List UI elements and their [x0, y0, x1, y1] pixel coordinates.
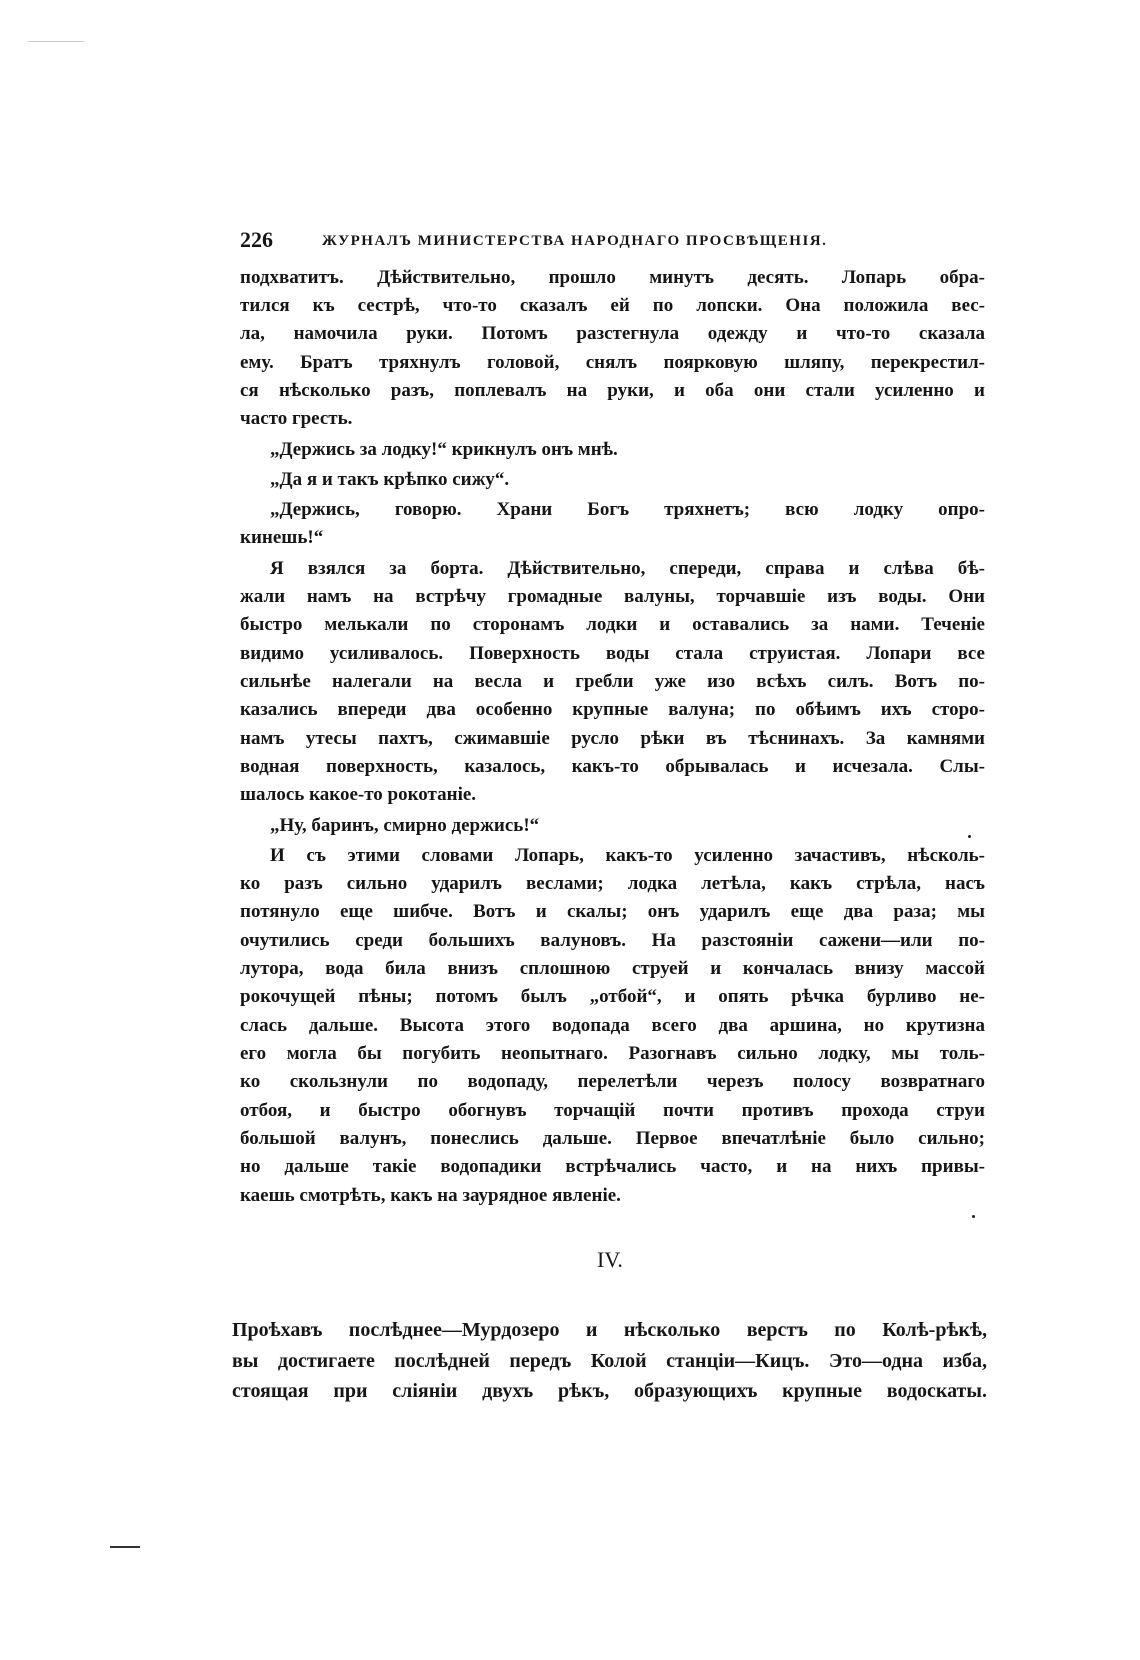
text-line: слась дальше. Высота этого водопада всего два аршина, но крутизна	[240, 1015, 985, 1036]
page-number: 226	[240, 227, 273, 252]
text-line: отбоя, и быстро обогнувъ торчащій почти противъ прохода струи	[240, 1100, 985, 1121]
text-line: вы достигаете послѣдней передъ Колой станціи—Кицъ. Это—одна изба,	[232, 1350, 987, 1372]
text-line: ла, намочила руки. Потомъ разстегнула одежду и что-то сказала	[240, 323, 985, 344]
text-line: но дальше такіе водопадики встрѣчались часто, и на нихъ привы-	[240, 1156, 985, 1177]
scan-speck	[972, 1215, 975, 1218]
text-line: тился къ сестрѣ, что-то сказалъ ей по лопски. Она положила вес-	[240, 295, 985, 316]
text-line: большой валунъ, понеслись дальше. Первое впечатлѣніе было сильно;	[240, 1128, 985, 1149]
text-line: потянуло еще шибче. Вотъ и скалы; онъ ударилъ еще два раза; мы	[240, 901, 985, 922]
page-header	[240, 226, 880, 256]
scan-edge-mark	[28, 41, 84, 42]
paragraph-start: И съ этими словами Лопарь, какъ-то усиленно зачастивъ, нѣсколь-	[270, 845, 985, 866]
text-line: часто гресть.	[240, 408, 353, 429]
text-line: ко разъ сильно ударилъ веслами; лодка летѣла, какъ стрѣла, насъ	[240, 873, 985, 894]
dialogue-line: „Держись за лодку!“ крикнулъ онъ мнѣ.	[270, 439, 618, 460]
text-line: стоящая при сліяніи двухъ рѣкъ, образующихъ крупные водоскаты.	[232, 1380, 987, 1402]
paragraph-start: Я взялся за борта. Дѣйствительно, спереди, справа и слѣва бѣ-	[270, 558, 985, 579]
text-line: водная поверхность, казалось, какъ-то обрывалась и исчезала. Слы-	[240, 756, 985, 777]
text-line: его могла бы погубить неопытнаго. Разогнавъ сильно лодку, мы толь-	[240, 1043, 985, 1064]
text-line: быстро мелькали по сторонамъ лодки и оставались за нами. Теченіе	[240, 614, 985, 635]
text-line: очутились среди большихъ валуновъ. На разстояніи сажени—или по-	[240, 930, 985, 951]
text-line: кинешь!“	[240, 527, 324, 548]
dialogue-line: „Ну, баринъ, смирно держись!“	[270, 815, 540, 836]
dialogue-line: „Держись, говорю. Храни Богъ тряхнетъ; всю лодку опро-	[270, 499, 985, 520]
text-line: сильнѣе налегали на весла и гребли уже изо всѣхъ силъ. Вотъ по-	[240, 671, 985, 692]
text-line: рокочущей пѣны; потомъ былъ „отбой“, и опять рѣчка бурливо не-	[240, 986, 985, 1007]
text-line: намъ утесы пахтъ, сжимавшіе русло рѣки въ тѣснинахъ. За камнями	[240, 728, 985, 749]
text-line: ко скользнули по водопаду, перелетѣли черезъ полосу возвратнаго	[240, 1071, 985, 1092]
text-line: ся нѣсколько разъ, поплевалъ на руки, и оба они стали усиленно и	[240, 380, 985, 401]
scan-speck	[968, 835, 971, 838]
dialogue-line: „Да я и такъ крѣпко сижу“.	[270, 469, 510, 490]
scan-edge-mark	[110, 1546, 140, 1548]
text-line: каешь смотрѣть, какъ на заурядное явленіе.	[240, 1185, 621, 1206]
text-line: жали намъ на встрѣчу громадные валуны, торчавшіе изъ воды. Они	[240, 586, 985, 607]
text-line: видимо усиливалось. Поверхность воды стала струистая. Лопари все	[240, 643, 985, 664]
text-line: Проѣхавъ послѣднее—Мурдозеро и нѣсколько верстъ по Колѣ-рѣкѣ,	[232, 1319, 987, 1341]
text-line: подхватитъ. Дѣйствительно, прошло минутъ десять. Лопарь обра-	[240, 267, 985, 288]
text-line: ему. Братъ тряхнулъ головой, снялъ поярковую шляпу, перекрестил-	[240, 352, 985, 373]
text-line: шалось какое-то рокотаніе.	[240, 784, 477, 805]
text-line: лутора, вода била внизъ сплошною струей и кончалась внизу массой	[240, 958, 985, 979]
section-heading: IV.	[597, 1247, 623, 1272]
running-title: ЖУРНАЛЪ МИНИСТЕРСТВА НАРОДНАГО ПРОСВѢЩЕНІЯ.	[322, 233, 828, 249]
text-line: казались впереди два особенно крупные валуна; по обѣимъ ихъ сторо-	[240, 699, 985, 720]
